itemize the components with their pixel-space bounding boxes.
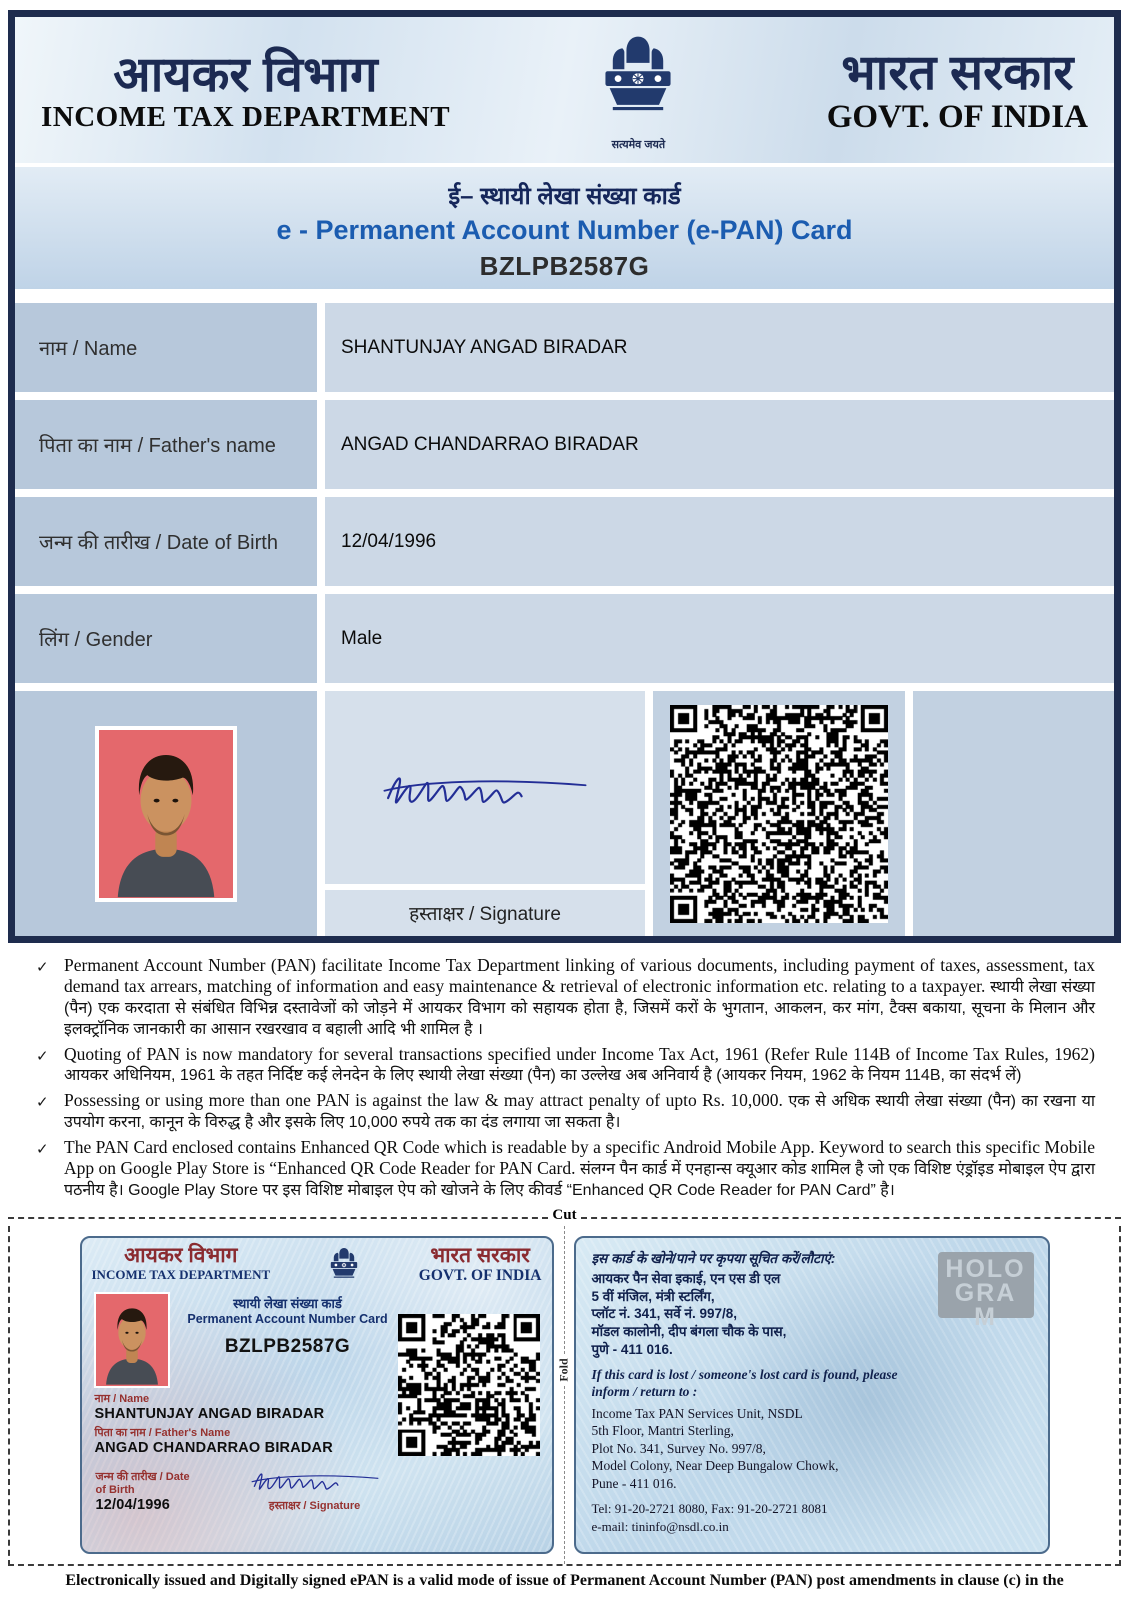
emblem-motto: सत्यमेव जयते xyxy=(611,139,666,151)
address-line: Plot No. 341, Survey No. 997/8, xyxy=(591,1440,766,1456)
note-item xyxy=(36,1137,1095,1201)
field-label: जन्म की तारीख / Date of Birth xyxy=(15,497,317,586)
card-dept-english: INCOME TAX DEPARTMENT xyxy=(91,1267,271,1283)
cut-label: Cut xyxy=(552,1207,577,1223)
qr-cell xyxy=(653,691,905,936)
field-row-father-name xyxy=(15,400,1114,489)
pan-card-back-info xyxy=(574,1236,1050,1554)
card-dept-hindi: आयकर विभाग xyxy=(124,1244,238,1267)
card-signature xyxy=(240,1460,390,1513)
field-row-dob xyxy=(15,497,1114,586)
field-row-gender xyxy=(15,594,1114,683)
field-label: पिता का नाम / Father's name xyxy=(15,400,317,489)
signature-image xyxy=(325,691,645,884)
card-dob-value: 12/04/1996 xyxy=(95,1497,171,1513)
note-hindi: स्थायी लेखा संख्या (पैन) एक करदाता से संबंधित विभिन्न दस्तावेजों को जोड़ने में आयकर विभाग को सहायक होता है, जिसमें करों के भुगतान, आकलन, कर मांग, टैक्स बकाया, सूचना के मिलान और इलक्ट्रॉनिक जानकारी का आसान रखरखाव व बहाली आदि भी शामिल है । xyxy=(64,979,1095,1038)
dept-name-english: INCOME TAX DEPARTMENT xyxy=(41,101,451,134)
address-line: Model Colony, Near Deep Bungalow Chowk, xyxy=(591,1458,839,1474)
check-icon: ✓ xyxy=(36,1140,49,1158)
card-govt-hindi: भारत सरकार xyxy=(430,1244,530,1267)
address-line: आयकर पैन सेवा इकाई, एन एस डी एल xyxy=(591,1270,781,1286)
epan-document xyxy=(0,10,1129,1600)
note-english: Quoting of PAN is now mandatory for several transactions specified under Income Tax Act, 1961 (Refer Rule 114B of Income Tax Rules, 1962) xyxy=(64,1044,1095,1064)
lost-card-hindi-intro: इस कार्ड के खोने/पाने पर कृपया सूचित करें/लौटाएं: xyxy=(591,1251,836,1266)
media-row xyxy=(15,691,1114,936)
govt-name-english: GOVT. OF INDIA xyxy=(826,99,1088,136)
check-icon: ✓ xyxy=(36,958,49,976)
govt-name-hindi: भारत सरकार xyxy=(841,45,1074,100)
card-subtitle-hindi: स्थायी लेखा संख्या कार्ड xyxy=(233,1296,342,1311)
card-signature-label: हस्ताक्षर / Signature xyxy=(268,1500,361,1512)
notes xyxy=(0,943,1129,1201)
phone-line: Tel: 91-20-2721 8080, Fax: 91-20-2721 8081 xyxy=(591,1501,828,1517)
card-pan-number: BZLPB2587G xyxy=(224,1336,351,1357)
field-value: ANGAD CHANDARRAO BIRADAR xyxy=(325,400,1114,489)
holder-photo xyxy=(95,726,237,902)
card-father-value: ANGAD CHANDARRAO BIRADAR xyxy=(94,1440,333,1456)
epan-sheet xyxy=(8,10,1121,943)
header xyxy=(15,17,1114,167)
card-father-label: पिता का नाम / Father's Name xyxy=(94,1427,231,1439)
dept-block xyxy=(41,47,451,134)
qr-code xyxy=(398,1314,540,1456)
card-title-block xyxy=(182,1294,394,1388)
hologram: HOLOGRAM xyxy=(938,1252,1034,1318)
card-holder-photo xyxy=(94,1292,170,1388)
address-line: Income Tax PAN Services Unit, NSDL xyxy=(591,1405,803,1421)
note-hindi: संलग्न पैन कार्ड में एनहान्स क्यूआर कोड शामिल है जो एक विशिष्ट एंड्रॉइड मोबाइल ऐप द्वारा पठनीय है। Google Play Store पर इस विशिष्ट मोबाइल ऐप को खोजने के लिए कीवर्ड “Enhanced QR Code Reader for PAN Card” है। xyxy=(64,1161,1096,1199)
card-name-value: SHANTUNJAY ANGAD BIRADAR xyxy=(94,1406,325,1422)
field-value: 12/04/1996 xyxy=(325,497,1114,586)
check-icon: ✓ xyxy=(36,1093,49,1111)
field-value: Male xyxy=(325,594,1114,683)
address-line: पुणे - 411 016. xyxy=(591,1342,673,1358)
details-table xyxy=(15,303,1114,683)
card-title-hindi: ई– स्थायी लेखा संख्या कार्ड xyxy=(448,183,681,210)
note-item xyxy=(36,1044,1095,1086)
card-name-label: नाम / Name xyxy=(94,1393,150,1405)
note-english: Possessing or using more than one PAN is against the law & may attract penalty of upto Rs. 10,000. xyxy=(64,1090,783,1110)
govt-block xyxy=(826,45,1088,136)
ashoka-emblem-icon xyxy=(327,1246,361,1290)
card-dept-block xyxy=(92,1245,271,1283)
fold-label: Fold xyxy=(555,1355,572,1384)
card-title-english: e - Permanent Account Number (e-PAN) Card xyxy=(276,215,853,245)
signature-cell xyxy=(325,691,645,936)
lost-card-hindi-block xyxy=(592,1250,922,1359)
cut-line xyxy=(8,1209,1121,1226)
card-bottom-row xyxy=(82,1456,552,1513)
cut-dash xyxy=(8,1217,548,1219)
field-value: SHANTUNJAY ANGAD BIRADAR xyxy=(325,303,1114,392)
signature-label: हस्ताक्षर / Signature xyxy=(325,884,645,936)
address-line: 5 वीं मंजिल, मंत्री स्टर्लिंग, xyxy=(591,1288,715,1304)
address-line: Pune - 411 016. xyxy=(591,1475,677,1491)
address-line: प्लॉट नं. 341, सर्वे नं. 997/8, xyxy=(591,1306,738,1322)
check-icon: ✓ xyxy=(36,1047,49,1065)
pan-card-front xyxy=(80,1236,554,1554)
note-hindi: एक से अधिक स्थायी लेखा संख्या (पैन) का रखना या उपयोग करना, कानून के विरुद्ध है और इसके लिए 10,000 रुपये तक का दंड लगाया जा सकता है। xyxy=(64,1093,1096,1131)
field-row-name xyxy=(15,303,1114,392)
cards-region xyxy=(8,1226,1121,1566)
card-govt-english: GOVT. OF INDIA xyxy=(418,1267,542,1285)
note-item xyxy=(36,1090,1095,1133)
card-dob-field xyxy=(96,1471,192,1513)
note-hindi: आयकर अधिनियम, 1961 के तहत निर्दिष्ट कई लेनदेन के लिए स्थायी लेखा संख्या (पैन) का उल्लेख अब अनिवार्य है (आयकर नियम, 1962 के नियम 114B, का संदर्भ लें) xyxy=(64,1067,1022,1084)
fold-line xyxy=(556,1236,572,1554)
field-label: नाम / Name xyxy=(15,303,317,392)
footer-note: Electronically issued and Digitally signed ePAN is a valid mode of issue of Permanent Account Number (PAN) post amendments in clause (c) in the xyxy=(65,1572,1064,1589)
cut-dash xyxy=(581,1217,1121,1219)
signature-image xyxy=(240,1460,390,1500)
dept-name-hindi: आयकर विभाग xyxy=(113,47,378,102)
lost-card-english-intro: If this card is lost / someone's lost card is found, please inform / return to : xyxy=(591,1366,898,1399)
note-english: Permanent Account Number (PAN) facilitate Income Tax Department linking of various documents, including payment of taxes, assessment, tax demand tax arrears, matching of information and easy maintenance & retrieval of electronic information etc. relating to a taxpayer. xyxy=(64,955,1095,996)
note-item xyxy=(36,955,1095,1040)
qr-code xyxy=(670,705,888,923)
title-band xyxy=(15,167,1114,295)
card-subtitle-english: Permanent Account Number Card xyxy=(187,1312,388,1326)
contact-block xyxy=(592,1500,1032,1535)
card-header xyxy=(82,1238,552,1290)
address-line: 5th Floor, Mantri Sterling, xyxy=(591,1423,734,1439)
empty-cell xyxy=(913,691,1114,936)
card-govt-block xyxy=(419,1245,542,1285)
photo-cell xyxy=(15,691,317,936)
field-label: लिंग / Gender xyxy=(15,594,317,683)
cut-section xyxy=(0,1209,1129,1566)
card-dob-label: जन्म की तारीख / Date of Birth xyxy=(95,1470,190,1496)
ashoka-emblem-icon xyxy=(596,32,680,152)
address-line: मॉडल कालोनी, दीप बंगला चौक के पास, xyxy=(591,1324,787,1340)
pan-number: BZLPB2587G xyxy=(479,251,650,281)
lost-card-english-block xyxy=(592,1405,1032,1493)
email-line: e-mail: tininfo@nsdl.co.in xyxy=(591,1518,729,1534)
note-english: The PAN Card enclosed contains Enhanced QR Code which is readable by a specific Android Mobile App. Keyword to search this specific Mobile App on Google Play Store is “Enhanced QR Code Reader for PAN Card. xyxy=(64,1137,1095,1178)
